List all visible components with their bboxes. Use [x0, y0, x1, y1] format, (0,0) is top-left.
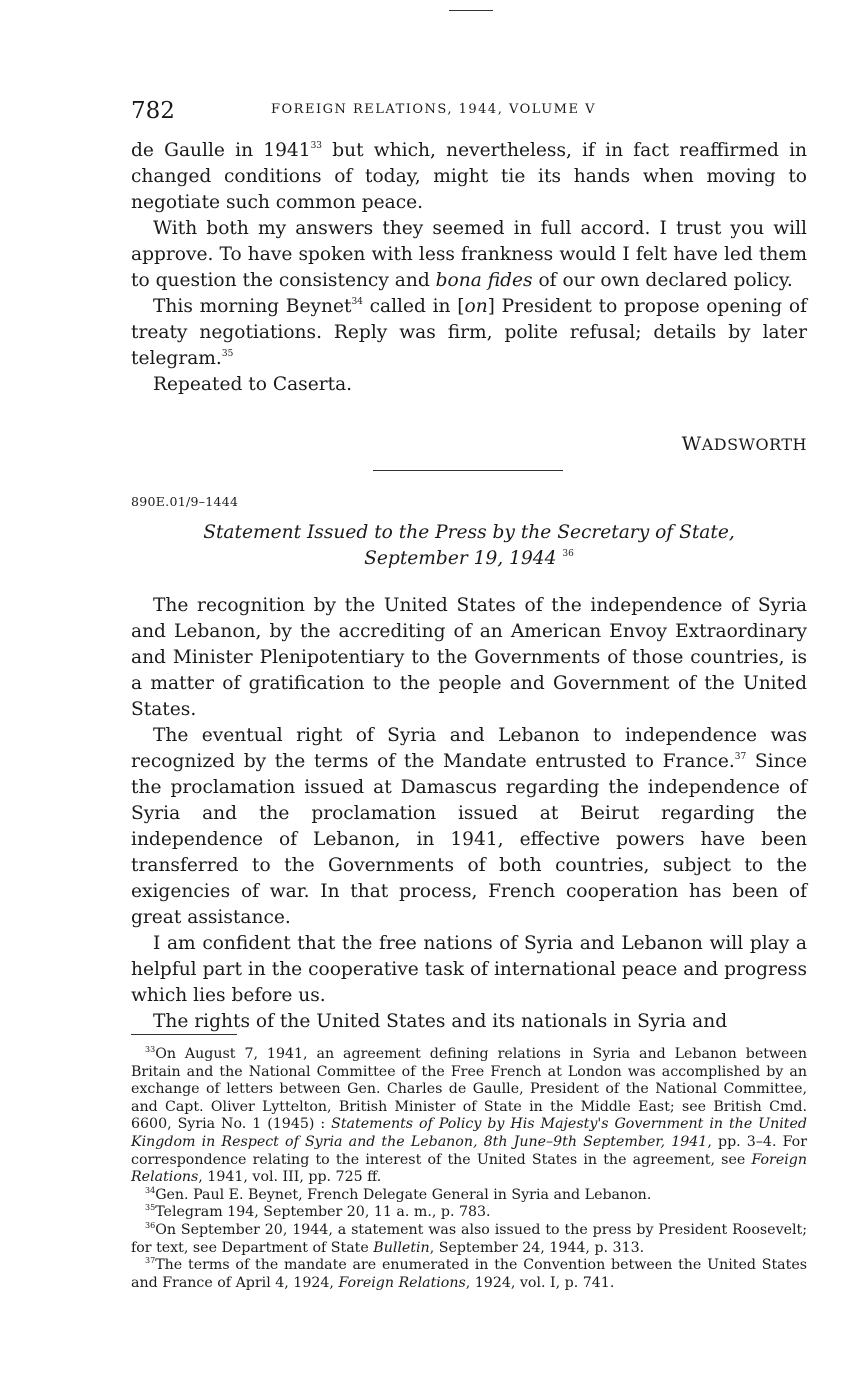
page-number: 782 — [131, 98, 175, 124]
statement-text — [131, 593, 807, 1035]
letter-text — [131, 138, 807, 398]
footnote-34: $^{34}$Gen. Paul E. Beynet, French Delegate General in Syria and Lebanon. — [145, 1185, 652, 1203]
footnote-35: $^{35}$Telegram 194, September 20, 11 a. m., p. 783. — [145, 1203, 491, 1221]
footnote-ref-36: 36 — [562, 549, 574, 559]
section-divider — [373, 470, 563, 471]
top-rule — [449, 10, 493, 11]
footnote-ref-35: 35 — [221, 349, 234, 359]
footnotes — [131, 1046, 807, 1292]
running-head: FOREIGN RELATIONS, 1944, VOLUME V — [271, 102, 596, 117]
footnote-rule — [131, 1034, 237, 1035]
letter-paragraph-1: de Gaulle in 1941$^{33}$ but which, nevertheless, if in fact reaffirmed in changed conditions of today, might tie its hands when moving to negotiate such common peace. — [131, 140, 807, 213]
letter-paragraph-4: Repeated to Caserta. — [153, 374, 353, 395]
footnote-ref-34: 34 — [351, 297, 363, 307]
footnote-37: $^{37}$The terms of the mandate are enumerated in the Convention between the United States and France of April 4, 1924, Foreign Relations, 1924, vol. I, p. 741. — [131, 1256, 807, 1291]
letter-paragraph-3: This morning Beynet$^{34}$ called in [on] President to propose opening of treaty negotiations. Reply was firm, polite refusal; details by later telegram.$^{35}$ — [131, 296, 807, 369]
file-number: 890E.01/9–1444 — [131, 494, 239, 509]
document-title: Statement Issued to the Press by the Secretary of State, September 19, 1944 $^{36}$ — [203, 522, 735, 569]
footnote-36: $^{36}$On September 20, 1944, a statement was also issued to the press by President Roosevelt; for text, see Department of State Bulletin, September 24, 1944, p. 313. — [131, 1220, 807, 1256]
footnote-ref-33: 33 — [310, 141, 323, 151]
letter-paragraph-2: With both my answers they seemed in full accord. I trust you will approve. To have spoken with less frankness would I felt have led them to question the consistency and bona fides of our own declared policy. — [131, 218, 807, 291]
statement-paragraph-3: I am confident that the free nations of Syria and Lebanon will play a helpful part in the cooperative task of international peace and progress which lies before us. — [131, 933, 807, 1006]
statement-paragraph-1: The recognition by the United States of the independence of Syria and Lebanon, by the accrediting of an American Envoy Extraordinary and Minister Plenipotentiary to the Governments of those countries, is a matter of gratification to the people and Government of the United States. — [131, 595, 807, 720]
statement-paragraph-2: The eventual right of Syria and Lebanon to independence was recognized by the terms of the Mandate entrusted to France.$^{37}$ Since the proclamation issued at Damascus regarding the independence of Syria and the proclamation issued at Beirut regarding the independence of Lebanon, in 1941, effective powers have been transferred to the Governments of both countries, subject to the exigencies of war. In that process, French cooperation has been of great assistance. — [131, 725, 807, 928]
footnote-33: $^{33}$On August 7, 1941, an agreement defining relations in Syria and Lebanon between Britain and the National Committee of the Free French at London was accomplished by an exchange of letters between Gen. Charles de Gaulle, President of the National Committee, and Capt. Oliver Lyttelton, British Minister of State in the Middle East; see British Cmd. 6600, Syria No. 1 (1945) : Statements of Policy by His Majesty's Government in the United Kingdom in Respect of Syria and the Lebanon, 8th June–9th September, 1941, pp. 3–4. For correspondence relating to the interest of the United States in the agreement, see Foreign Relations, 1941, vol. III, pp. 725 ff. — [131, 1045, 807, 1186]
footnote-ref-37: 37 — [734, 752, 747, 762]
page-header — [131, 98, 807, 126]
statement-paragraph-4: The rights of the United States and its nationals in Syria and — [153, 1011, 728, 1032]
signature: WADSWORTH — [681, 433, 807, 455]
